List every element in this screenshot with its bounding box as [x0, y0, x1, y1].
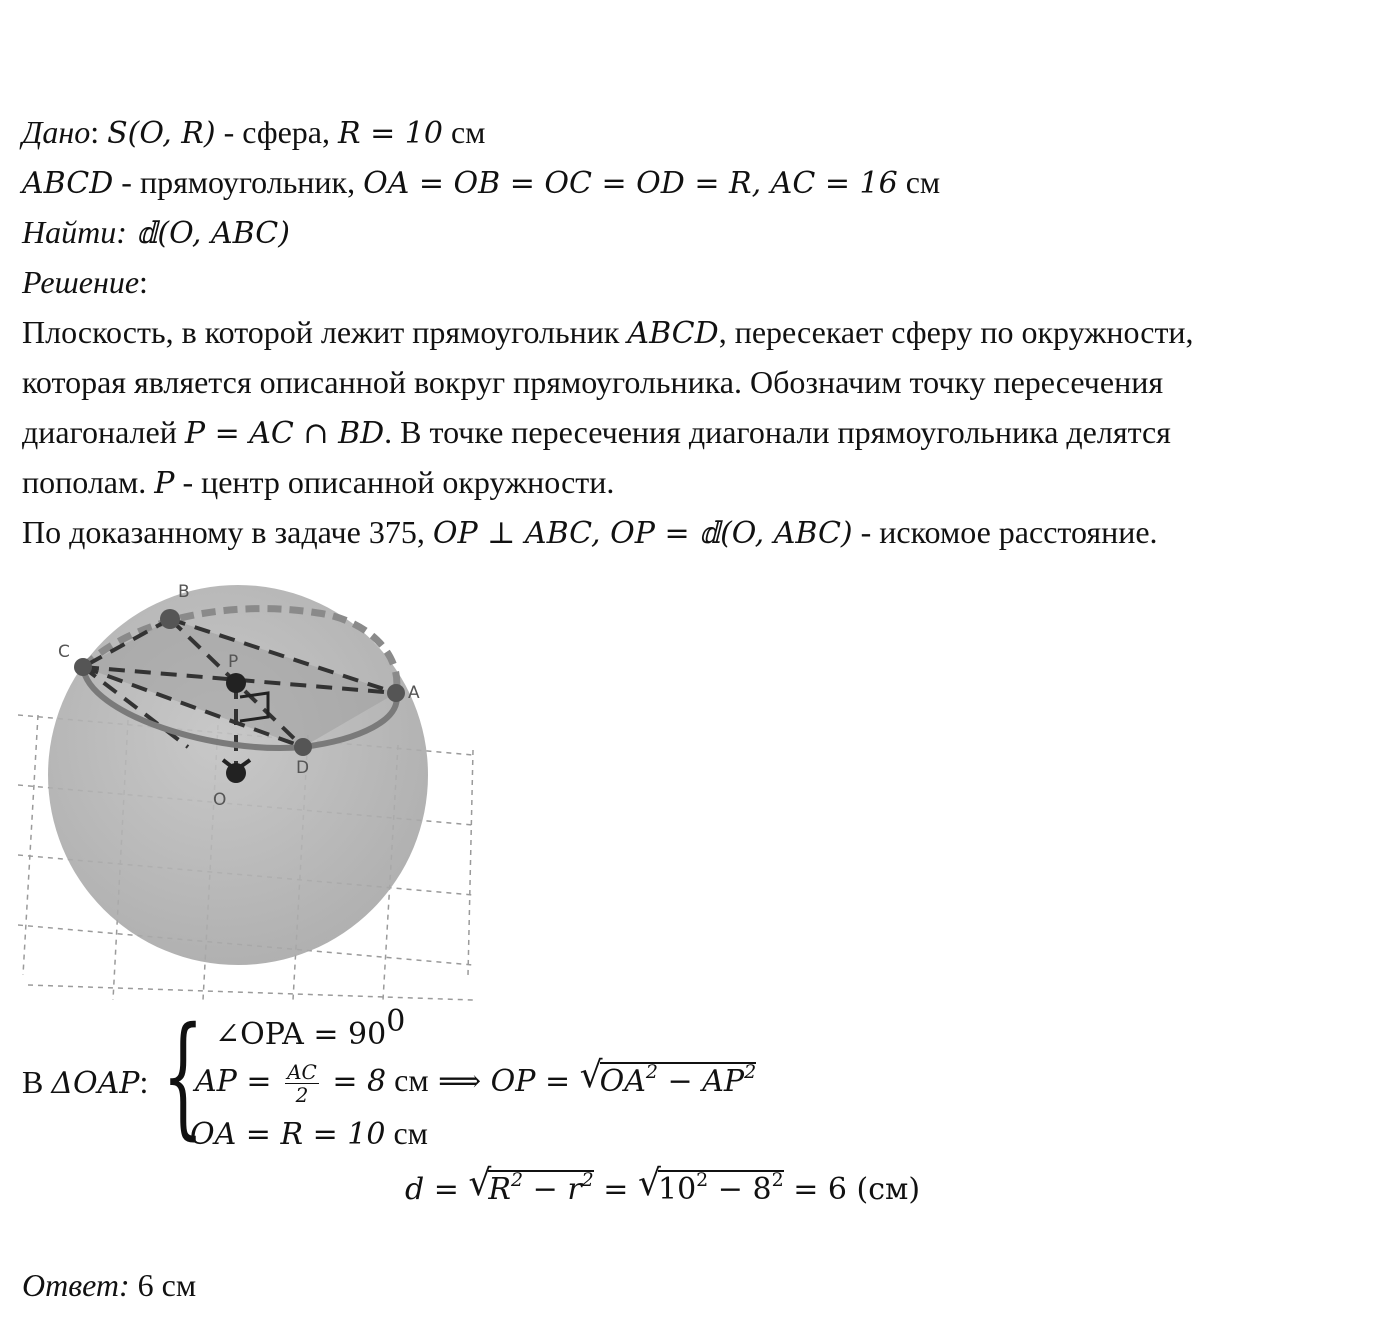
sphere-def: S(O, R): [107, 116, 216, 151]
rad-term: OA: [599, 1064, 646, 1099]
solution-text: пополам.: [22, 464, 155, 500]
label-d: D: [296, 758, 310, 778]
solution-line-1: [22, 312, 1194, 354]
ac-over-2: [285, 1061, 319, 1106]
oa-expr: OA = R = 10: [190, 1117, 386, 1152]
given-line-2: [22, 162, 940, 204]
solution-math: P = AC ∩ BD: [184, 416, 385, 451]
equal-unit: см: [897, 164, 941, 200]
solution-math: ABCD: [627, 316, 719, 351]
answer-line: [22, 1265, 196, 1305]
rad-term: R: [488, 1172, 512, 1207]
ap-unit: см: [386, 1062, 429, 1098]
result-eq: =: [593, 1172, 638, 1207]
result-line: [405, 1163, 921, 1210]
implies-expr: ⟹ OP =: [428, 1064, 580, 1099]
frac-num: AC: [287, 1060, 317, 1085]
point-a: [387, 684, 405, 702]
find-label: Найти:: [22, 214, 127, 250]
result-sqrt-2: √ $10^2 - 8^2$: [637, 1163, 784, 1207]
rad-sup: 2: [581, 1169, 594, 1191]
rad-term: − r: [523, 1172, 582, 1207]
given-label: Дано: [22, 114, 91, 150]
radius-unit: см: [442, 114, 486, 150]
rad-sup: 2: [696, 1169, 709, 1191]
solution-text: - центр описанной окружности.: [174, 464, 615, 500]
rad-sup: 2: [771, 1169, 784, 1191]
rad-sup: 2: [744, 1061, 757, 1083]
solution-math: P: [154, 466, 175, 501]
ap-value: = 8: [322, 1064, 387, 1099]
point-b: [160, 609, 180, 629]
find-expr: 𝕕(O, ABC): [126, 216, 290, 251]
answer-label: Ответ:: [22, 1267, 130, 1303]
rect-name: ABCD: [22, 166, 114, 201]
solution-text: которая является описанной вокруг прямоугольника. Обозначим точку пересечения: [22, 364, 1164, 400]
solution-line-5: [22, 512, 1158, 554]
sphere-text: - сфера,: [215, 114, 338, 150]
rad-term: − 8: [708, 1172, 772, 1207]
answer-value: 6 см: [129, 1267, 197, 1303]
result-tail: = 6 (см): [783, 1172, 921, 1207]
angle-expr: ∠OPA = 90: [215, 1017, 387, 1052]
ap-expr: AP =: [195, 1064, 282, 1099]
solution-text: - искомое расстояние.: [852, 514, 1158, 550]
rad-term: − AP: [658, 1064, 745, 1099]
sphere-figure: [18, 575, 478, 1005]
oa-unit: см: [385, 1115, 428, 1151]
equal-expr: OA = OB = OC = OD = R, AC = 16: [363, 166, 898, 201]
system-colon: :: [139, 1064, 149, 1100]
label-a: A: [408, 683, 420, 703]
triangle-name: ΔOAP: [51, 1066, 140, 1101]
frac-den: 2: [295, 1083, 309, 1108]
rad-sup: 2: [511, 1169, 524, 1191]
system-row-1: [215, 1004, 406, 1055]
rect-text: - прямоугольник,: [113, 164, 364, 200]
find-line: [22, 212, 290, 254]
given-line-1: Дано: S(O, R) - сфера, R = 10 см: [22, 114, 486, 151]
solution-heading: Решение:: [22, 264, 148, 300]
solution-text: . В точке пересечения диагонали прямоугольника делятся: [384, 414, 1171, 450]
result-lhs: d =: [405, 1172, 469, 1207]
rad-term: 10: [657, 1172, 697, 1207]
solution-math: OP ⊥ ABC, OP = 𝕕(O, ABC): [432, 516, 853, 551]
solution-label: Решение: [22, 264, 140, 300]
solution-line-2: [22, 362, 1163, 402]
label-c: C: [58, 642, 70, 662]
system-brace: {: [162, 999, 204, 1153]
point-p: [226, 673, 246, 693]
system-prefix-text: В: [22, 1064, 52, 1100]
degree-sup: 0: [386, 1004, 406, 1039]
point-d: [294, 738, 312, 756]
system-row-3: [190, 1113, 428, 1155]
result-sqrt-1: √ $R^2 - r^2$: [468, 1163, 594, 1207]
solution-text: , пересекает сферу по окружности,: [718, 314, 1194, 350]
label-o: O: [213, 790, 227, 810]
radius-expr: R = 10: [337, 116, 443, 151]
solution-text: По доказанному в задаче 375,: [22, 514, 433, 550]
point-c: [74, 658, 92, 676]
solution-line-4: [22, 462, 614, 504]
point-o: [226, 763, 246, 783]
solution-text: диагоналей: [22, 414, 185, 450]
op-sqrt: √ $OA^2 - AP^2$: [579, 1055, 757, 1099]
system-row-2: [195, 1055, 757, 1108]
system-prefix: [22, 1062, 148, 1104]
label-b: B: [178, 582, 190, 602]
solution-text: Плоскость, в которой лежит прямоугольник: [22, 314, 628, 350]
rad-sup: 2: [645, 1061, 658, 1083]
label-p: P: [228, 652, 239, 672]
solution-line-3: [22, 412, 1171, 454]
